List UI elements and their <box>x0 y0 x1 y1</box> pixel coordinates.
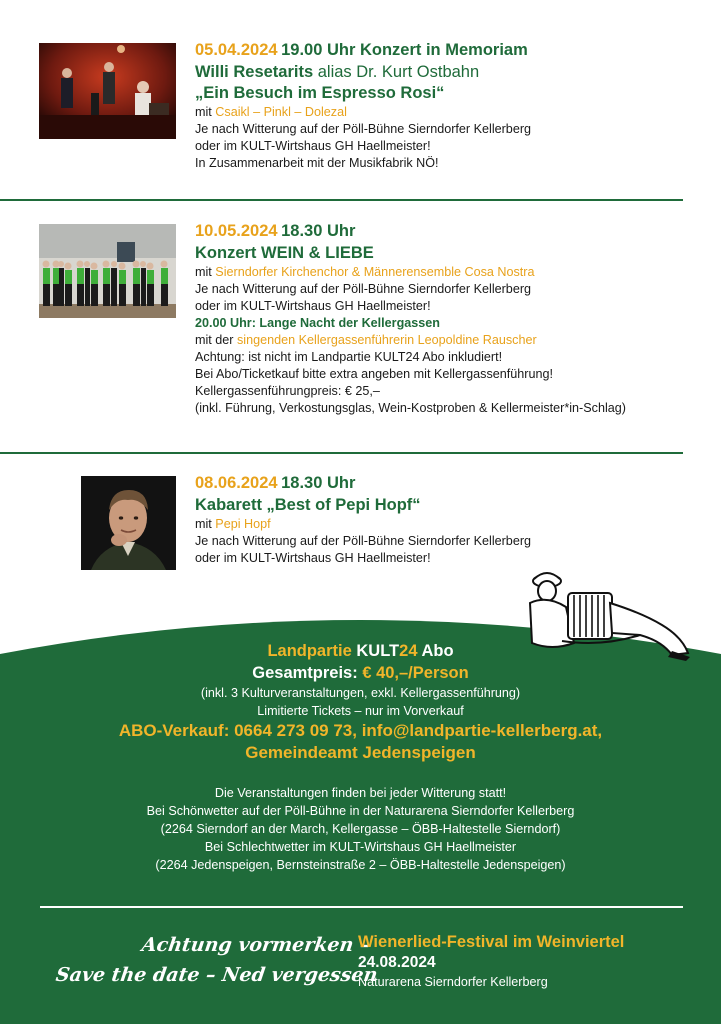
event-2-title: Konzert WEIN & LIEBE <box>195 244 374 262</box>
venue-info-line: (2264 Jedenspeigen, Bernsteinstraße 2 – ÖBB-Haltestelle Jedenspeigen) <box>155 858 566 872</box>
event-1-with: Csaikl – Pinkl – Dolezal <box>215 105 347 119</box>
event-2-text <box>195 221 695 417</box>
abo-price-label: Gesamtpreis: <box>252 664 363 682</box>
event-2-night-with-prefix: mit der <box>195 333 237 347</box>
event-3-date: 08.06.2024 <box>195 474 278 492</box>
event-2-line: Je nach Witterung auf der Pöll-Bühne Sierndorfer Kellerberg <box>195 282 532 296</box>
event-3-with-prefix: mit <box>195 517 216 531</box>
event-2-night-line: (inkl. Führung, Verkostungsglas, Wein-Kostproben & Kellermeister*in-Schlag) <box>195 401 626 415</box>
divider-1 <box>0 199 683 201</box>
abo-price: € 40,–/Person <box>362 664 469 682</box>
event-2-with-prefix: mit <box>195 265 216 279</box>
venue-info-line: (2264 Sierndorf an der March, Kellergasse – ÖBB-Haltestelle Sierndorf) <box>160 822 561 836</box>
event-1-subtitle: „Ein Besuch im Espresso Rosi“ <box>195 84 445 102</box>
event-3-text <box>195 473 695 567</box>
event-2-line: oder im KULT-Wirtshaus GH Haellmeister! <box>195 299 431 313</box>
event-3-line: Je nach Witterung auf der Pöll-Bühne Sierndorfer Kellerberg <box>195 534 532 548</box>
event-1-photo <box>39 43 176 139</box>
abo-name-suffix: Abo <box>417 642 454 660</box>
abo-limited: Limitierte Tickets – nur im Vorverkauf <box>257 704 464 718</box>
save-the-date-line-1: Achtung vormerken – <box>140 934 372 956</box>
event-1-line: oder im KULT-Wirtshaus GH Haellmeister! <box>195 139 431 153</box>
venue-info-line: Bei Schlechtwetter im KULT-Wirtshaus GH Haellmeister <box>204 840 517 854</box>
abo-sale-line: ABO-Verkauf: 0664 273 09 73, info@landpartie-kellerberg.at, <box>118 721 603 740</box>
festival-block <box>358 932 624 991</box>
save-the-date-line-2: Save the date – Ned vergessen <box>54 964 379 986</box>
festival-date: 24.08.2024 <box>358 954 436 971</box>
event-2-photo <box>39 224 176 318</box>
event-1-time: 19.00 Uhr <box>281 41 356 59</box>
abo-sale-line: Gemeindeamt Jedenspeigen <box>245 743 476 762</box>
event-1-date: 05.04.2024 <box>195 41 278 59</box>
event-3-line: oder im KULT-Wirtshaus GH Haellmeister! <box>195 551 431 565</box>
event-1-with-prefix: mit <box>195 105 216 119</box>
event-2-time: 18.30 Uhr <box>281 222 356 240</box>
event-3-photo <box>81 476 176 570</box>
event-3-with: Pepi Hopf <box>215 517 271 531</box>
event-1-line: In Zusammenarbeit mit der Musikfabrik NÖ! <box>195 156 439 170</box>
event-2-night-line: Achtung: ist nicht im Landpartie KULT24 Abo inkludiert! <box>195 350 503 364</box>
event-2-with: Sierndorfer Kirchenchor & Männerensemble Cosa Nostra <box>215 265 535 279</box>
footer-divider <box>40 906 683 908</box>
event-1-title: Konzert in Memoriam <box>355 41 528 59</box>
event-3-title: Kabarett „Best of Pepi Hopf“ <box>195 496 421 514</box>
divider-2 <box>0 452 683 454</box>
event-2-night: 20.00 Uhr: Lange Nacht der Kellergassen <box>195 316 440 330</box>
venue-info-line: Bei Schönwetter auf der Pöll-Bühne in der Naturarena Sierndorfer Kellerberg <box>146 804 575 818</box>
abo-name-kult: KULT <box>356 642 400 660</box>
abo-includes: (inkl. 3 Kulturveranstaltungen, exkl. Kellergassenführung) <box>200 686 521 700</box>
festival-title: Wienerlied-Festival im Weinviertel <box>358 933 625 951</box>
event-1-line: Je nach Witterung auf der Pöll-Bühne Sierndorfer Kellerberg <box>195 122 532 136</box>
venue-info <box>0 784 721 874</box>
event-2-night-line: Bei Abo/Ticketkauf bitte extra angeben mit Kellergassenführung! <box>195 367 553 381</box>
abo-name: Landpartie <box>267 642 357 660</box>
venue-info-line: Die Veranstaltungen finden bei jeder Witterung statt! <box>214 786 507 800</box>
event-2-date: 10.05.2024 <box>195 222 278 240</box>
event-3-time: 18.30 Uhr <box>281 474 356 492</box>
event-2-night-line: Kellergassenführungpreis: € 25,– <box>195 384 380 398</box>
festival-place: Naturarena Sierndorfer Kellerberg <box>358 975 548 989</box>
event-1-text <box>195 40 695 172</box>
event-1-artist-alias: alias Dr. Kurt Ostbahn <box>313 63 480 81</box>
event-2-night-with: singenden Kellergassenführerin Leopoldine Rauscher <box>237 333 537 347</box>
event-1-artist: Willi Resetarits <box>195 63 314 81</box>
abo-name-24: 24 <box>399 642 418 660</box>
abo-section <box>0 640 721 764</box>
